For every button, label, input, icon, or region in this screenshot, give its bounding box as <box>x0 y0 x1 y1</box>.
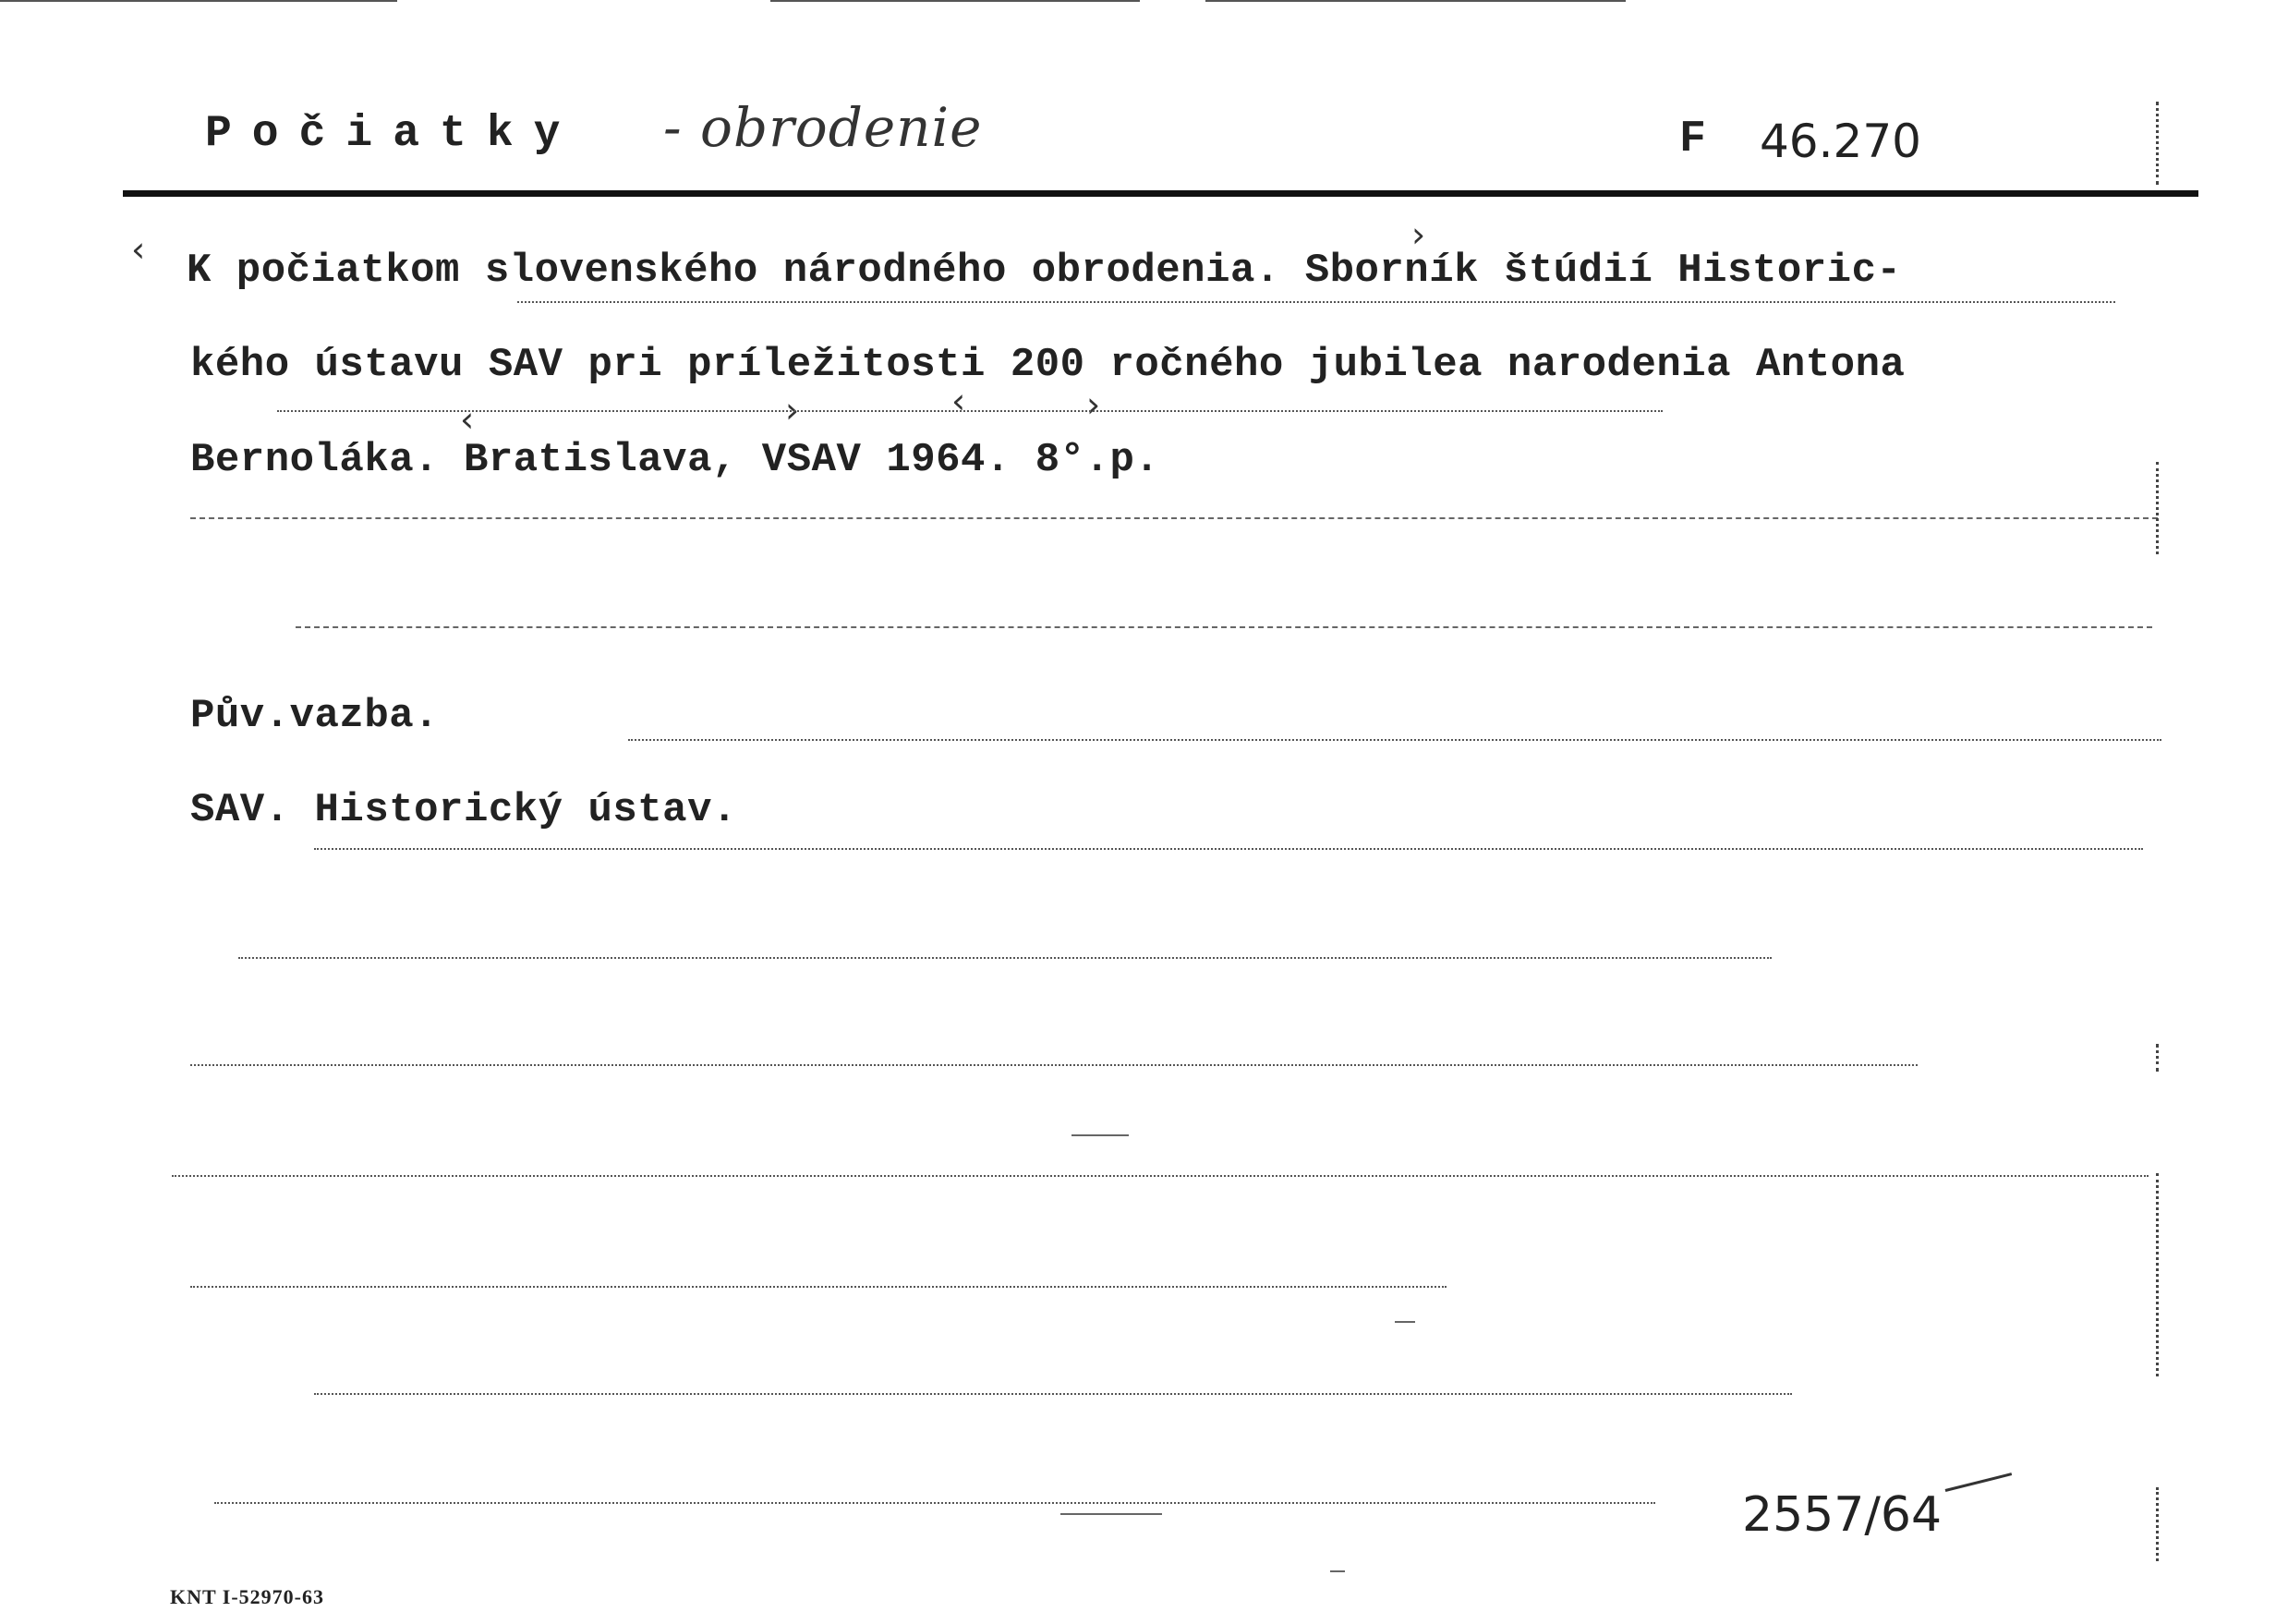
guide-line <box>172 1175 2149 1177</box>
scan-mark <box>1205 0 1626 2</box>
guide-line <box>238 957 1772 959</box>
bracket-open-mark: ‹ <box>131 229 146 270</box>
heading-rule <box>123 190 2198 197</box>
guide-line <box>190 517 2158 519</box>
provenance-note: SAV. Historický ústav. <box>190 787 737 833</box>
form-number: KNT I-52970-63 <box>170 1585 324 1608</box>
scan-mark <box>1395 1321 1415 1323</box>
guide-line <box>314 848 2143 850</box>
binding-note: Pův.vazba. <box>190 693 440 739</box>
entry-line-3: Bernoláka. Bratislava, VSAV 1964. 8°.p. <box>190 437 1160 483</box>
entry-line-1: K počiatkom slovenského národného obrodenia. Sborník štúdií Historic- <box>187 248 1902 294</box>
bracket-close-mark: › <box>1411 214 1426 255</box>
guide-line <box>628 739 2161 741</box>
scan-mark <box>0 0 397 2</box>
guide-line <box>277 410 1663 412</box>
accession-number: 2557/64 <box>1742 1487 1943 1543</box>
signature-label: F <box>1679 115 1706 164</box>
bracket-close-mark: › <box>785 390 800 430</box>
scan-mark <box>1330 1570 1345 1572</box>
guide-line <box>314 1393 1792 1395</box>
bracket-close-mark: › <box>1086 384 1101 425</box>
call-number: 46.270 <box>1760 115 1921 168</box>
margin-mark <box>2156 1487 2159 1561</box>
guide-line <box>517 301 2115 303</box>
margin-mark <box>2156 1044 2159 1072</box>
scan-mark <box>1060 1513 1162 1515</box>
scan-mark <box>1071 1134 1129 1136</box>
scan-mark <box>770 0 1140 2</box>
margin-mark <box>2156 1173 2159 1376</box>
margin-mark <box>2156 102 2159 185</box>
bracket-open-mark: ‹ <box>951 381 966 421</box>
guide-line <box>190 1064 1918 1066</box>
guide-line <box>190 1286 1447 1288</box>
guide-line <box>214 1502 1655 1504</box>
margin-mark <box>2156 462 2159 554</box>
accession-stroke <box>1945 1473 2013 1492</box>
guide-line <box>296 626 2152 628</box>
card-heading: Počiatky <box>205 109 581 159</box>
heading-handwritten-addition: - obrodenie <box>663 96 983 159</box>
bracket-open-mark: ‹ <box>460 399 475 440</box>
entry-line-2: kého ústavu SAV pri príležitosti 200 ročného jubilea narodenia Antona <box>190 342 1906 388</box>
